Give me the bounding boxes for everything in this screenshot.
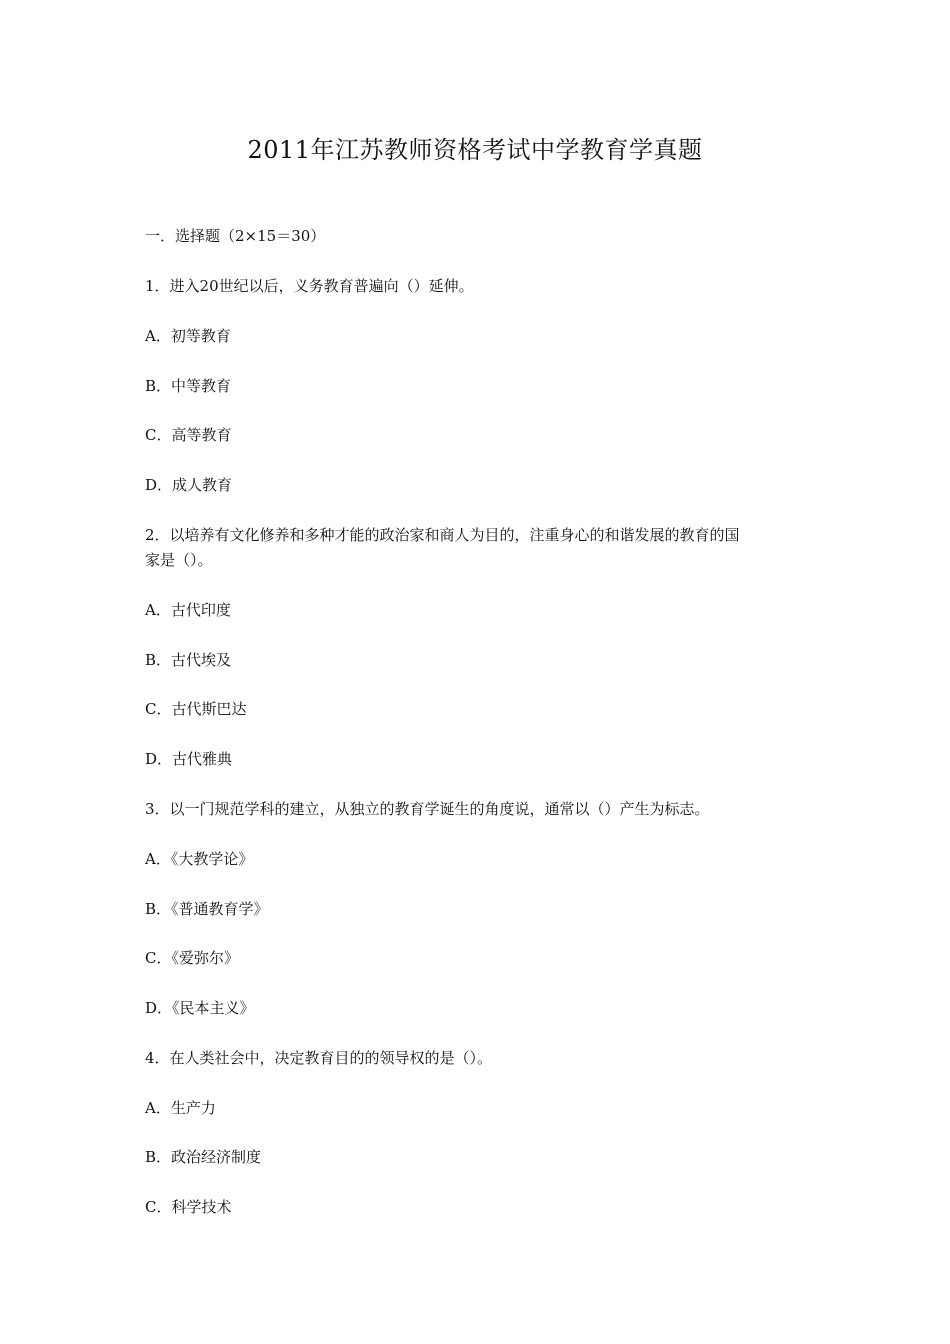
question-3-stem: 3．以一门规范学科的建立，从独立的教育学诞生的角度说，通常以（）产生为标志。 — [145, 800, 710, 818]
question-1-option-a: A．初等教育 — [145, 327, 231, 345]
section-heading: 一．选择题（2×15＝30） — [145, 227, 326, 245]
question-3-option-b: B．《普通教育学》 — [145, 900, 269, 918]
question-2-stem-line-1: 2．以培养有文化修养和多种才能的政治家和商人为目的，注重身心的和谐发展的教育的国 — [145, 526, 740, 544]
document-title: 2011年江苏教师资格考试中学教育学真题 — [247, 136, 703, 164]
question-3-option-a: A．《大教学论》 — [145, 850, 254, 868]
question-4-option-c: C．科学技术 — [145, 1198, 232, 1216]
question-2-option-c: C．古代斯巴达 — [145, 700, 247, 718]
question-3-option-c: C．《爱弥尔》 — [145, 949, 239, 967]
question-1-option-d: D．成人教育 — [145, 476, 233, 494]
question-4-option-b: B．政治经济制度 — [145, 1148, 262, 1166]
question-2-option-b: B．古代埃及 — [145, 651, 232, 669]
question-1-option-b: B．中等教育 — [145, 377, 232, 395]
question-2-option-a: A．古代印度 — [145, 601, 231, 619]
question-3-option-d: D．《民本主义》 — [145, 999, 255, 1017]
question-4-stem: 4．在人类社会中，决定教育目的的领导权的是（）。 — [145, 1049, 493, 1067]
question-1-option-c: C．高等教育 — [145, 426, 232, 444]
question-1-stem: 1．进入20世纪以后，义务教育普遍向（）延伸。 — [145, 277, 474, 295]
question-2-stem-line-2: 家是（）。 — [145, 551, 213, 569]
question-2-option-d: D．古代雅典 — [145, 750, 233, 768]
question-4-option-a: A．生产力 — [145, 1099, 216, 1117]
